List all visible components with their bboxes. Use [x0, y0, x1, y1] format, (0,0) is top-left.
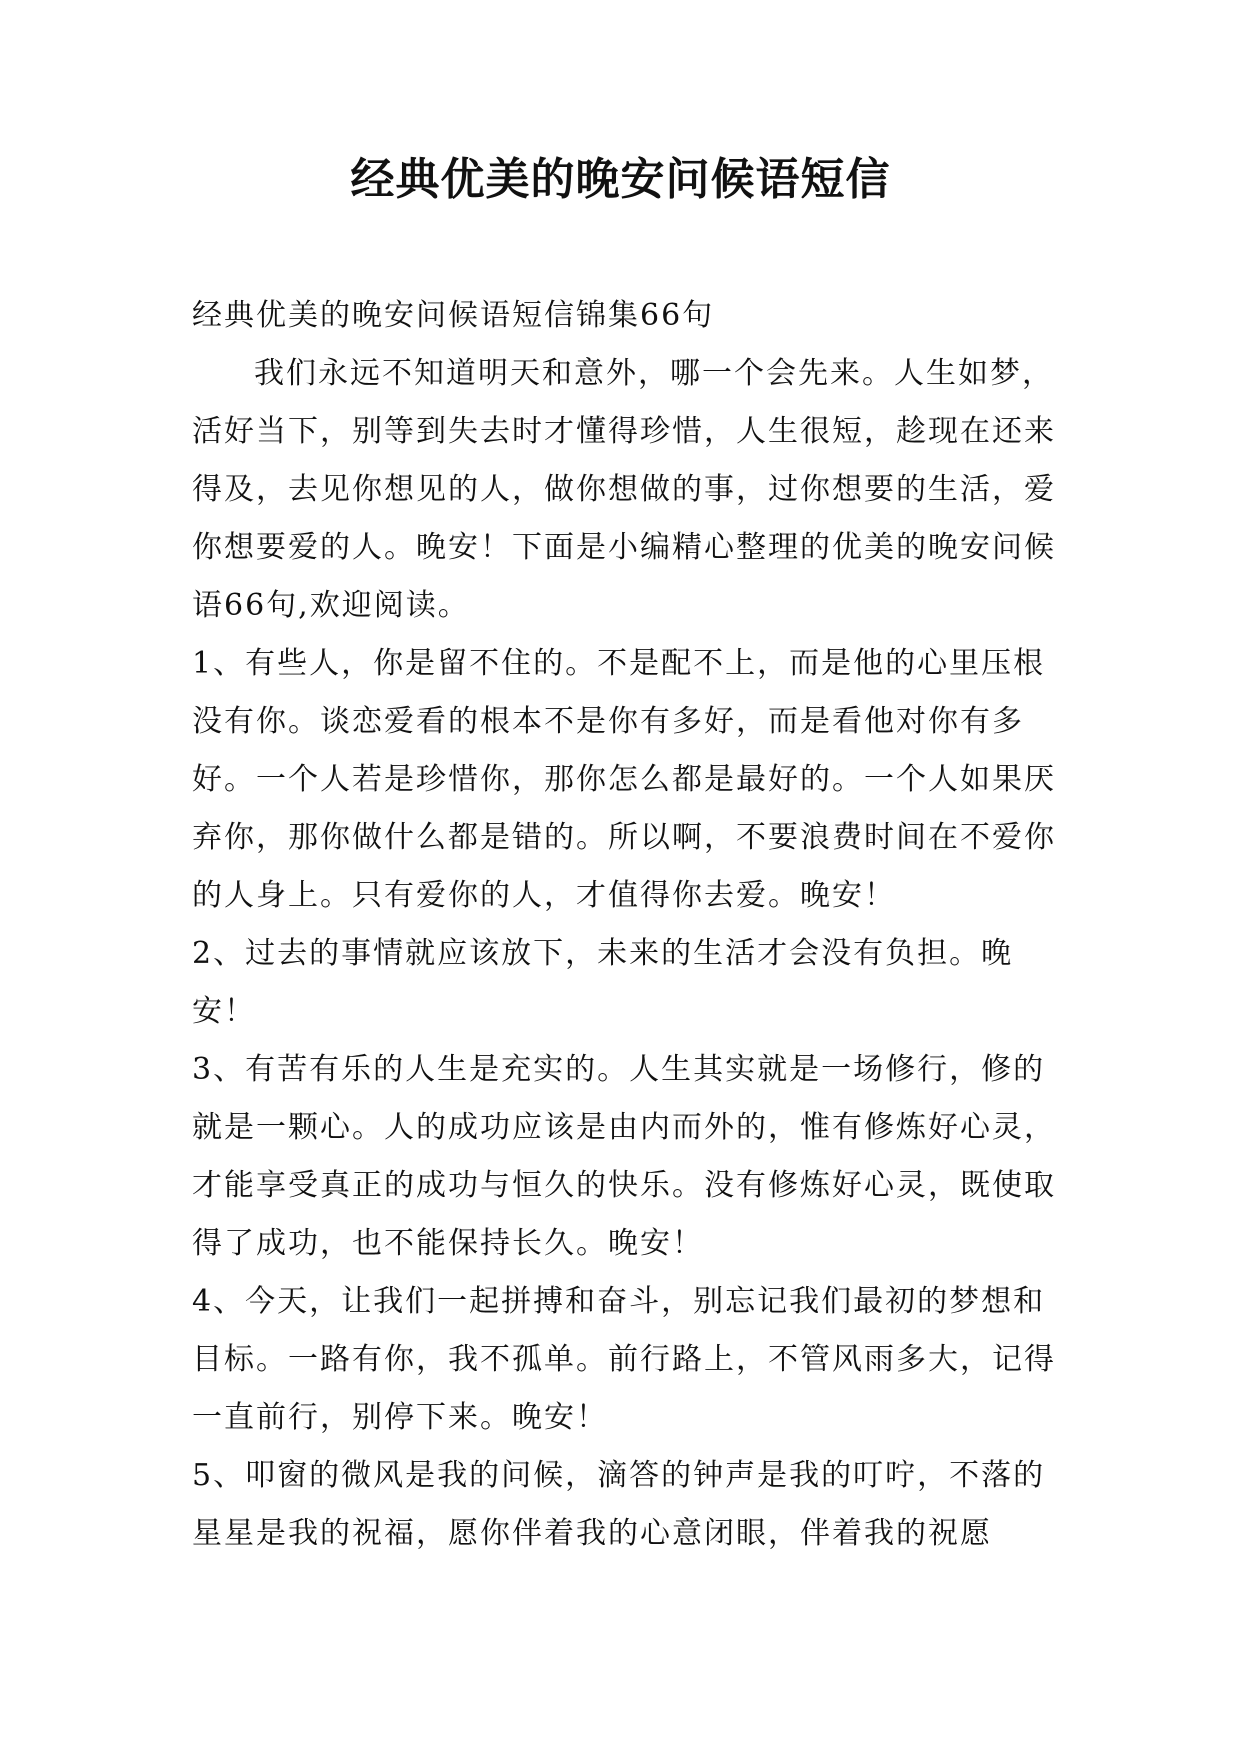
list-item: 3、有苦有乐的人生是充实的。人生其实就是一场修行，修的就是一颗心。人的成功应该是由内而外的，惟有修炼好心灵，才能享受真正的成功与恒久的快乐。没有修炼好心灵，既使取得了成功，也不能保持长久。晚安！	[192, 1052, 1056, 1261]
document-body	[192, 287, 1062, 1563]
intro-paragraph: 我们永远不知道明天和意外，哪一个会先来。人生如梦，活好当下，别等到失去时才懂得珍惜，人生很短，趁现在还来得及，去见你想见的人，做你想做的事，过你想要的生活，爱你想要爱的人。晚安！下面是小编精心整理的优美的晚安问候语66句,欢迎阅读。	[192, 356, 1056, 623]
list-item: 2、过去的事情就应该放下，未来的生活才会没有负担。晚安！	[192, 936, 1014, 1029]
document-subtitle: 经典优美的晚安问候语短信锦集66句	[192, 298, 715, 333]
list-item: 1、有些人，你是留不住的。不是配不上，而是他的心里压根没有你。谈恋爱看的根本不是你有多好，而是看他对你有多好。一个人若是珍惜你，那你怎么都是最好的。一个人如果厌弃你，那你做什么都是错的。所以啊，不要浪费时间在不爱你的人身上。只有爱你的人，才值得你去爱。晚安！	[192, 646, 1056, 913]
document-title: 经典优美的晚安问候语短信	[350, 154, 891, 205]
list-item: 4、今天，让我们一起拼搏和奋斗，别忘记我们最初的梦想和目标。一路有你，我不孤单。前行路上，不管风雨多大，记得一直前行，别停下来。晚安！	[192, 1284, 1056, 1435]
list-item: 5、叩窗的微风是我的问候，滴答的钟声是我的叮咛，不落的星星是我的祝福，愿你伴着我的心意闭眼，伴着我的祝愿	[192, 1458, 1046, 1551]
